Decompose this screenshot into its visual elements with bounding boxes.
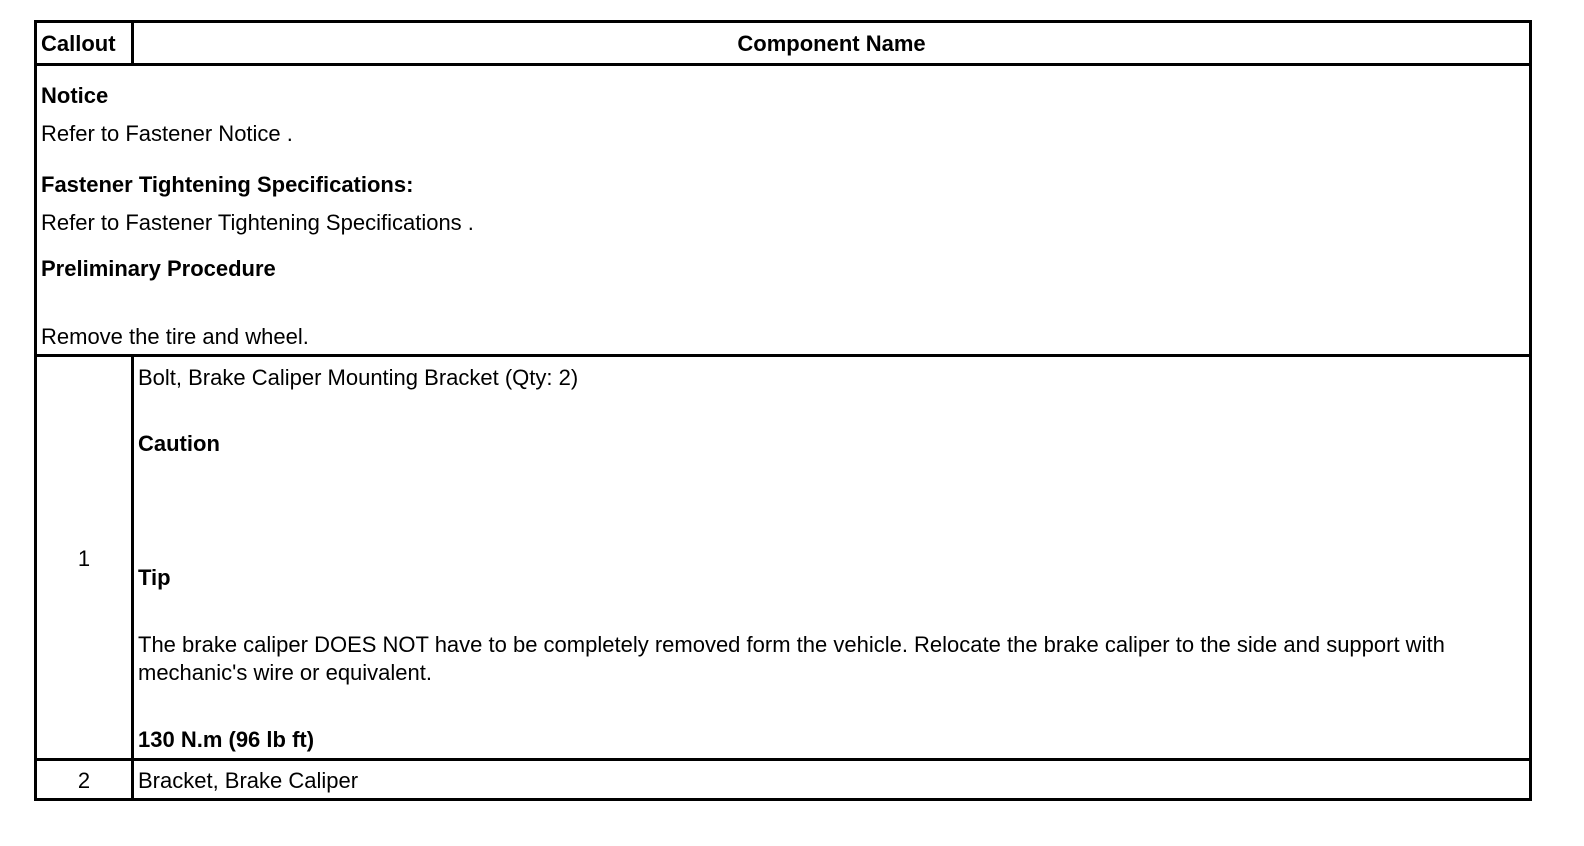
- row2-component-name: Bracket, Brake Caliper: [138, 768, 359, 793]
- preliminary-procedure-text: Remove the tire and wheel.: [41, 324, 309, 349]
- row1-caution-heading: Caution: [138, 431, 220, 456]
- row1-torque-spec: 130 N.m (96 lb ft): [138, 727, 315, 752]
- component-name-column-header: Component Name: [737, 31, 926, 56]
- preliminary-procedure-heading: Preliminary Procedure: [41, 256, 276, 281]
- body-column-divider: [131, 354, 134, 801]
- fastener-spec-text: Refer to Fastener Tightening Specifications .: [41, 210, 474, 235]
- callout-column-header: Callout: [41, 31, 116, 56]
- row1-callout: 1: [77, 546, 91, 571]
- notice-heading: Notice: [41, 83, 109, 108]
- fastener-spec-heading: Fastener Tightening Specifications:: [41, 172, 414, 197]
- preamble-divider: [37, 354, 1529, 357]
- component-table: [34, 20, 1532, 801]
- row1-divider: [37, 758, 1529, 761]
- row1-tip-heading: Tip: [138, 565, 171, 590]
- row2-callout: 2: [77, 768, 91, 793]
- header-divider: [37, 63, 1529, 66]
- row1-tip-text: The brake caliper DOES NOT have to be completely removed form the vehicle. Relocate the brake caliper to the side and support with mechanic's wire or equivalent.: [138, 632, 1445, 685]
- notice-text: Refer to Fastener Notice .: [41, 121, 293, 146]
- row1-component-name: Bolt, Brake Caliper Mounting Bracket (Qty: 2): [138, 365, 579, 390]
